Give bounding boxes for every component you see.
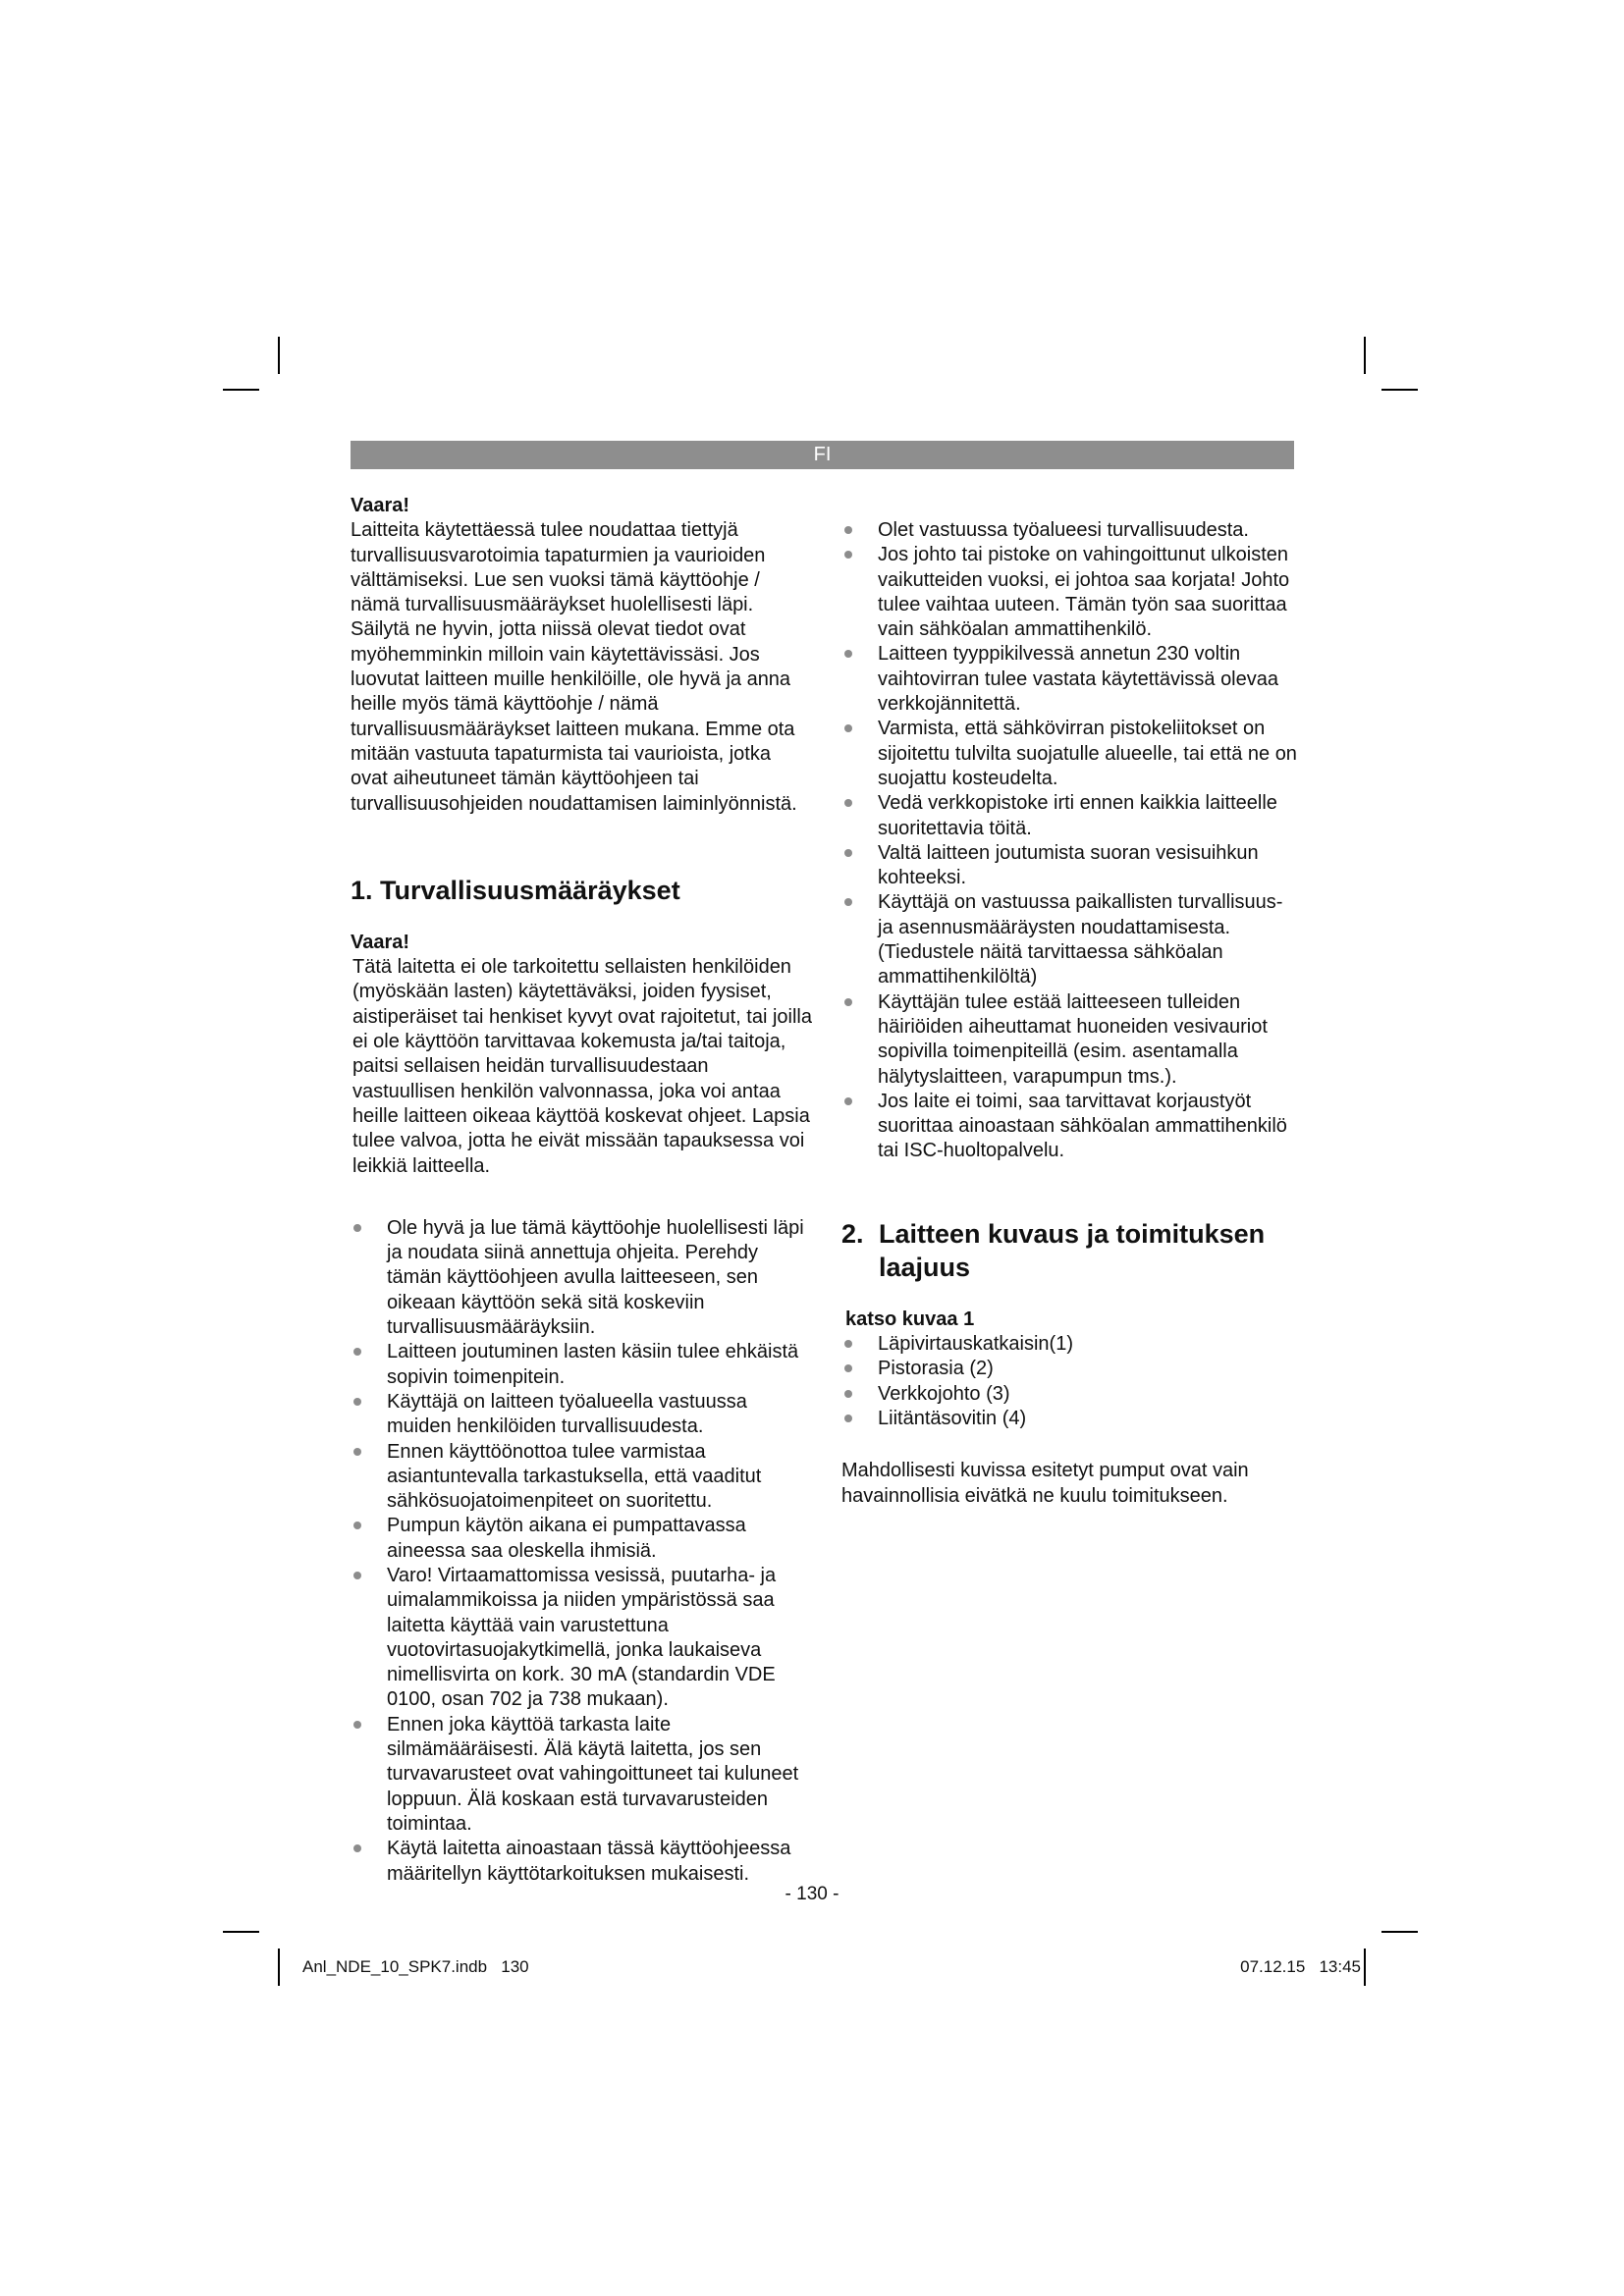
section-2-title-text — [879, 1217, 1265, 1284]
list-item: Pistorasia (2) — [841, 1357, 1303, 1381]
page-number: - 130 - — [785, 1884, 839, 1904]
list-item: Ennen joka käyttöä tarkasta laite silmämääräisesti. Älä käytä laitetta, jos sen turvavarusteet ovat vahingoittuneet tai kuluneet loppuun. Älä koskaan estä turvavarusteiden toimintaa. — [351, 1713, 812, 1837]
crop-mark — [1381, 1931, 1418, 1933]
list-item: Vedä verkkopistoke irti ennen kaikkia laitteelle suoritettavia töitä. — [841, 791, 1303, 841]
delivery-note: Mahdollisesti kuvissa esitetyt pumput ovat vain havainnollisia eivätkä ne kuulu toimitukseen. — [841, 1460, 1249, 1507]
section-2-title-line: Laitteen kuvaus ja toimituksen — [879, 1218, 1266, 1249]
list-item: Varo! Virtaamattomissa vesissä, puutarha- ja uimalammikoissa ja niiden ympäristössä saa laitetta käyttää vain varustettuna vuotovirtasuojakytkimellä, jonka laukaiseva nimellisvirta on kork. 30 mA (standardin VDE 0100, osan 702 ja 738 mukaan). — [351, 1564, 812, 1713]
list-item: Varmista, että sähkövirran pistokeliitokset on sijoitettu tulvilta suojatulle alueelle, tai että ne on suojattu kosteudelta. — [841, 717, 1303, 791]
left-column — [351, 494, 812, 1887]
footer-timestamp: 07.12.15 13:45 — [1240, 1957, 1361, 1976]
list-item: Valtä laitteen joutumista suoran vesisuihkun kohteeksi. — [841, 841, 1303, 891]
crop-mark — [1364, 337, 1366, 374]
list-item: Käyttäjän tulee estää laitteeseen tulleiden häiriöiden aiheuttamat huoneiden vesivauriot sopivilla toimenpiteillä (esim. asentamalla hälytyslaitteen, varapumpun tms.). — [841, 990, 1303, 1090]
crop-mark — [278, 337, 280, 374]
section-1-title: 1. Turvallisuusmääräykset — [351, 875, 680, 905]
list-item: Ole hyvä ja lue tämä käyttöohje huolellisesti läpi ja noudata siinä annettuja ohjeita. Perehdy tämän käyttöohjeen avulla laitteeseen, sen oikeaan käyttöön sekä sitä koskeviin turvallisuusmääräyksiin. — [351, 1216, 812, 1340]
language-code: FI — [813, 444, 832, 465]
right-column — [841, 494, 1303, 1509]
section-2-number: 2. — [841, 1218, 864, 1249]
parts-list — [841, 1332, 1303, 1431]
warning-text: Tätä laitetta ei ole tarkoitettu sellaisten henkilöiden (myöskään lasten) käytettäväksi, joiden fyysiset, aistiperäiset tai henkiset kyvyt ovat rajoitetut, tai joilla ei ole käyttöön tarvittavaa kokemusta ja/tai taitoja, paitsi sellaisen heidän turvallisuudestaan vastuullisen henkilön valvonnassa, joka voi antaa heille laitteen oikeaa käyttöä koskevat ohjeet. Lapsia tulee valvoa, jotta he eivät missään tapauksessa voi leikkiä laitteella. — [352, 956, 812, 1177]
list-item: Jos laite ei toimi, saa tarvittavat korjaustyöt suorittaa ainoastaan sähköalan ammattihenkilö tai ISC-huoltopalvelu. — [841, 1090, 1303, 1164]
crop-mark — [223, 389, 259, 391]
list-item: Jos johto tai pistoke on vahingoittunut ulkoisten vaikutteiden vuoksi, ei johtoa saa korjata! Johto tulee vaihtaa uuteen. Tämän työn saa suorittaa vain sähköalan ammattihenkilö. — [841, 543, 1303, 642]
figure-reference: katso kuvaa 1 — [845, 1308, 975, 1330]
list-item: Pumpun käytön aikana ei pumpattavassa aineessa saa oleskella ihmisiä. — [351, 1514, 812, 1564]
warning-title: Vaara! — [351, 495, 410, 516]
list-item: Laitteen tyyppikilvessä annetun 230 voltin vaihtovirran tulee vastata käytettävissä olevaa verkkojännitettä. — [841, 642, 1303, 717]
warning-text: Laitteita käytettäessä tulee noudattaa tiettyjä turvallisuusvarotoimia tapaturmien ja vaurioiden välttämiseksi. Lue sen vuoksi tämä käyttöohje / nämä turvallisuusmääräykset huolellisesti läpi. Säilytä ne hyvin, jotta niissä olevat tiedot ovat myöhemminkin milloin vain käytettävissäsi. Jos luovutat laitteen muille henkilöille, ole hyvä ja anna heille myös tämä käyttöohje / nämä turvallisuusmääräykset laitteen mukana. Emme ota mitään vastuuta tapaturmista tai vaurioista, jotka ovat aiheutuneet tämän käyttöohjeen tai turvallisuusohjeiden noudattamisen laiminlyönnistä. — [351, 519, 797, 815]
list-item: Liitäntäsovitin (4) — [841, 1407, 1303, 1431]
warning-title: Vaara! — [351, 931, 410, 953]
list-item: Käyttäjä on vastuussa paikallisten turvallisuus- ja asennusmääräysten noudattamisesta. (Tiedustele näitä tarvittaessa sähköalan ammattihenkilöltä) — [841, 890, 1303, 989]
list-item: Laitteen joutuminen lasten käsiin tulee ehkäistä sopivin toimenpitein. — [351, 1340, 812, 1390]
list-item: Olet vastuussa työalueesi turvallisuudesta. — [841, 518, 1303, 543]
section-2-title — [841, 1217, 1303, 1284]
crop-mark — [1364, 1949, 1366, 1986]
list-item: Käyttäjä on laitteen työalueella vastuussa muiden henkilöiden turvallisuudesta. — [351, 1390, 812, 1440]
crop-mark — [223, 1931, 259, 1933]
list-item: Verkkojohto (3) — [841, 1382, 1303, 1407]
list-item: Käytä laitetta ainoastaan tässä käyttöohjeessa määritellyn käyttötarkoituksen mukaisesti. — [351, 1837, 812, 1887]
section-2-title-line: laajuus — [879, 1252, 971, 1282]
crop-mark — [278, 1949, 280, 1986]
list-item: Ennen käyttöönottoa tulee varmistaa asiantuntevalla tarkastuksella, että vaaditut sähkösuojatoimenpiteet on suoritettu. — [351, 1440, 812, 1515]
footer-file-info: Anl_NDE_10_SPK7.indb 130 — [302, 1957, 529, 1976]
crop-mark — [1381, 389, 1418, 391]
list-item: Läpivirtauskatkaisin(1) — [841, 1332, 1303, 1357]
safety-bullet-list — [351, 1216, 812, 1887]
safety-bullet-list — [841, 518, 1303, 1164]
language-header-bar — [351, 441, 1294, 469]
